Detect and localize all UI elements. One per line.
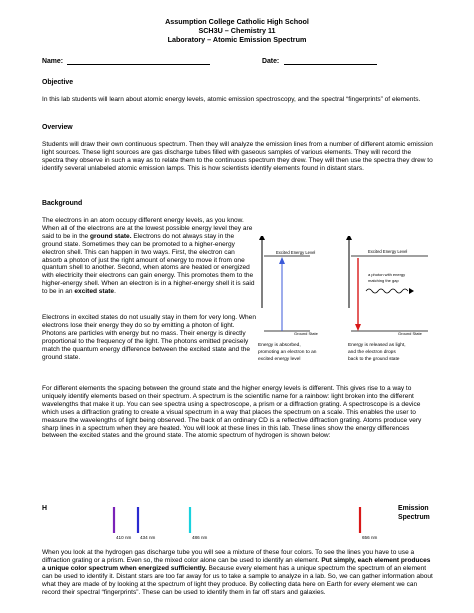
photon-wave-icon [366, 289, 408, 293]
left-caption-line-3: excited energy level [258, 357, 301, 362]
left-excited-label: Excited Energy Level [276, 250, 316, 255]
course-title: SCH3U – Chemistry 11 [198, 26, 276, 35]
ground-state-term: ground state. [90, 232, 132, 240]
left-caption-line-1: Energy is absorbed, [258, 343, 301, 348]
objective-heading: Objective [42, 79, 74, 86]
emission-diagram [346, 236, 428, 362]
background-paragraph-2-left: Electrons in excited states do not usually stay in them for very long. When electrons lose their energy they do so by emitting a photon of light. Photons are particles with energy but no mass. Their energy is directly proportional to the frequency of the light. The photons emitted precisely match the quantum energy difference between the excited state and the ground state. [42, 314, 256, 361]
name-label: Name: [42, 58, 64, 65]
date-label: Date: [262, 58, 280, 65]
background-paragraph-1: The electrons in an atom occupy different energy levels, as you know. When all of the electrons are at the lowest possible energy level they are said to be in the ground state. Electrons do not always stay in the ground state. Sometimes they can be promoted to a higher-energy electron shell. This can happen in two ways. First, the electron can absorb a photon of just the right amount of energy to move it from one quantum shell to another. Second, when atoms are heated or energized with electricity their electrons can gain energy. This promotes them to the higher-energy shell. When an electron is in a higher-energy shell it is said to be in an excited state. [42, 217, 255, 296]
school-name: Assumption College Catholic High School [165, 17, 309, 26]
background-heading: Background [42, 200, 83, 207]
closing-paragraph: When you look at the hydrogen gas discharge tube you will see a mixture of these four colors. To see the lines you have to use a diffraction grating or a prism. Even so, the mixed color alone can be used to identify an element. Put simply, each element produces a unique color spectrum when energized sufficiently. Because every element has a unique spectrum the spectrum of an element can be used to identify it. Distant stars are too far away for us to take a sample to analyze in a lab. So, we can gather information about what they are made of by looking at the spectrum of light they produce. By collecting data here on Earth for every element we can record their spectral “fingerprints”. These can be used to identify them in far off stars and galaxies. [42, 549, 433, 596]
key-point-bold: Put simply, each element produces a unique color spectrum when energized sufficiently. [42, 556, 431, 572]
energy-level-diagram [258, 236, 434, 386]
left-ground-label: Ground State [294, 331, 318, 336]
overview-heading: Overview [42, 124, 73, 131]
emission-spectrum-title-1: Emission [398, 505, 429, 512]
objective-text: In this lab students will learn about atomic energy levels, atomic emission spectroscopy, and the spectral “fingerprints” of elements. [42, 96, 421, 103]
left-caption-line-2: promoting an electron to an [258, 350, 317, 355]
right-caption-line-2: and the electron drops [348, 350, 396, 355]
date-blank-line[interactable] [284, 64, 377, 65]
overview-text: Students will draw their own continuous spectrum. Then they will analyze the emission lines from a number of different atomic emission light sources. These light sources are gas discharge tubes filled with gaseous samples of various elements. They will record the spectra they observe in such a way as to relate them to the continuous spectrum they drew. They will then use the spectra they drew to identify several unlabeled atomic emission lamps. This is how scientists identify elements found in distant stars. [42, 141, 433, 172]
photon-label-line-1: a photon with energy [368, 272, 406, 277]
right-ground-label: Ground State [398, 331, 422, 336]
hydrogen-symbol: H [42, 505, 47, 512]
emission-spectrum-title-2: Spectrum [398, 514, 430, 521]
spectral-line-label-0: 410 nm [116, 535, 132, 540]
absorption-diagram [258, 236, 319, 362]
spectral-line-label-2: 486 nm [192, 535, 208, 540]
right-caption-line-1: Energy is released as light, [348, 343, 406, 348]
photon-label-line-2: matching the gap [368, 278, 399, 283]
right-excited-label: Excited Energy Level [368, 249, 408, 254]
hydrogen-spectrum-lines [86, 505, 386, 545]
spectral-line-label-3: 656 nm [362, 535, 378, 540]
lab-title: Laboratory – Atomic Emission Spectrum [167, 35, 307, 44]
name-blank-line[interactable] [67, 64, 210, 65]
excited-state-term: excited state [74, 288, 115, 296]
spectral-line-label-1: 434 nm [140, 535, 156, 540]
right-caption-line-3: back to the ground state [348, 357, 400, 362]
background-paragraph-2-full: For different elements the spacing between the ground state and the higher energy levels is different. This gives rise to a way to uniquely identify elements based on their spectrum. A spectrum is the scientific name for a rainbow: light broken into the different wavelengths that make it up. You can see spectra using a spectroscope, a prism or a diffraction grating. A spectroscope is a device which uses a diffraction grating to create a visual spectrum in a way that places the spectrum on a scale. This enables the user to measure the wavelengths of light being observed. The back of an ordinary CD is a reflective diffraction grating. Atoms produce very sharp lines in a spectrum when they are heated. You will look at these lines in this lab. These lines show the energy differences between the excited states and the ground state. The atomic spectrum of hydrogen is shown below: [42, 385, 422, 440]
